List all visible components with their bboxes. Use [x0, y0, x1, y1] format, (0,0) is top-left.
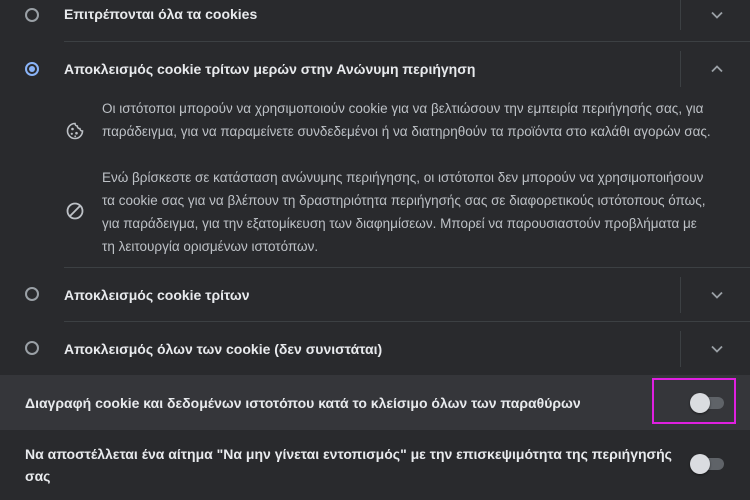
- radio-option-block-all[interactable]: [0, 322, 750, 375]
- radio-label: Αποκλεισμός cookie τρίτων: [64, 287, 250, 303]
- radio-option-block-incognito[interactable]: [0, 42, 750, 96]
- radio-label: Επιτρέπονται όλα τα cookies: [64, 6, 258, 22]
- radio-button[interactable]: [25, 62, 39, 76]
- setting-row-do-not-track[interactable]: [0, 431, 750, 500]
- radio-label: Αποκλεισμός cookie τρίτων μερών στην Ανώνυμη περιήγηση: [64, 61, 476, 77]
- divider: [680, 331, 681, 367]
- divider: [680, 51, 681, 87]
- setting-label: Να αποστέλλεται ένα αίτημα "Να μην γίνεται εντοπισμός" με την επισκεψιμότητα της περιήγησής σας: [25, 446, 672, 484]
- divider: [680, 277, 681, 313]
- chevron-up-icon[interactable]: [710, 62, 724, 76]
- chevron-down-icon[interactable]: [710, 342, 724, 356]
- setting-row-clear-on-exit[interactable]: [0, 375, 750, 430]
- detail-text-cookie: Οι ιστότοποι μπορούν να χρησιμοποιούν cookie για να βελτιώσουν την εμπειρία περιήγησής σας, για παράδειγμα, για να παραμείνετε συνδεδεμένοι ή να διατηρηθούν τα προϊόντα στο καλάθι αγορών σας.: [102, 101, 711, 139]
- chevron-down-icon[interactable]: [710, 288, 724, 302]
- radio-button[interactable]: [25, 8, 39, 22]
- setting-label: Διαγραφή cookie και δεδομένων ιστοτόπου κατά το κλείσιμο όλων των παραθύρων: [25, 395, 581, 411]
- radio-option-block-third-party[interactable]: [0, 268, 750, 321]
- highlight-box: [652, 378, 736, 424]
- chevron-down-icon[interactable]: [710, 8, 724, 22]
- block-icon: [65, 201, 85, 221]
- radio-button[interactable]: [25, 287, 39, 301]
- radio-label: Αποκλεισμός όλων των cookie (δεν συνιστάται): [64, 341, 383, 357]
- radio-option-allow-all[interactable]: [0, 0, 750, 30]
- toggle-knob: [690, 454, 710, 474]
- divider: [680, 0, 681, 30]
- detail-text-incognito: Ενώ βρίσκεστε σε κατάσταση ανώνυμης περιήγησης, οι ιστότοποι δεν μπορούν να χρησιμοποιήσουν τα cookie σας για να βλέπουν τη δραστηριότητα περιήγησής σας σε διαφορετικούς ιστότοπους όπως, για παράδειγμα, για την εξατομίκευση των διαφημίσεων. Μπορεί να παρουσιαστούν προβλήματα με τη λειτουργία ορισμένων ιστοτόπων.: [102, 170, 706, 254]
- do-not-track-toggle[interactable]: [692, 457, 726, 471]
- radio-button[interactable]: [25, 341, 39, 355]
- cookie-icon: [65, 121, 85, 141]
